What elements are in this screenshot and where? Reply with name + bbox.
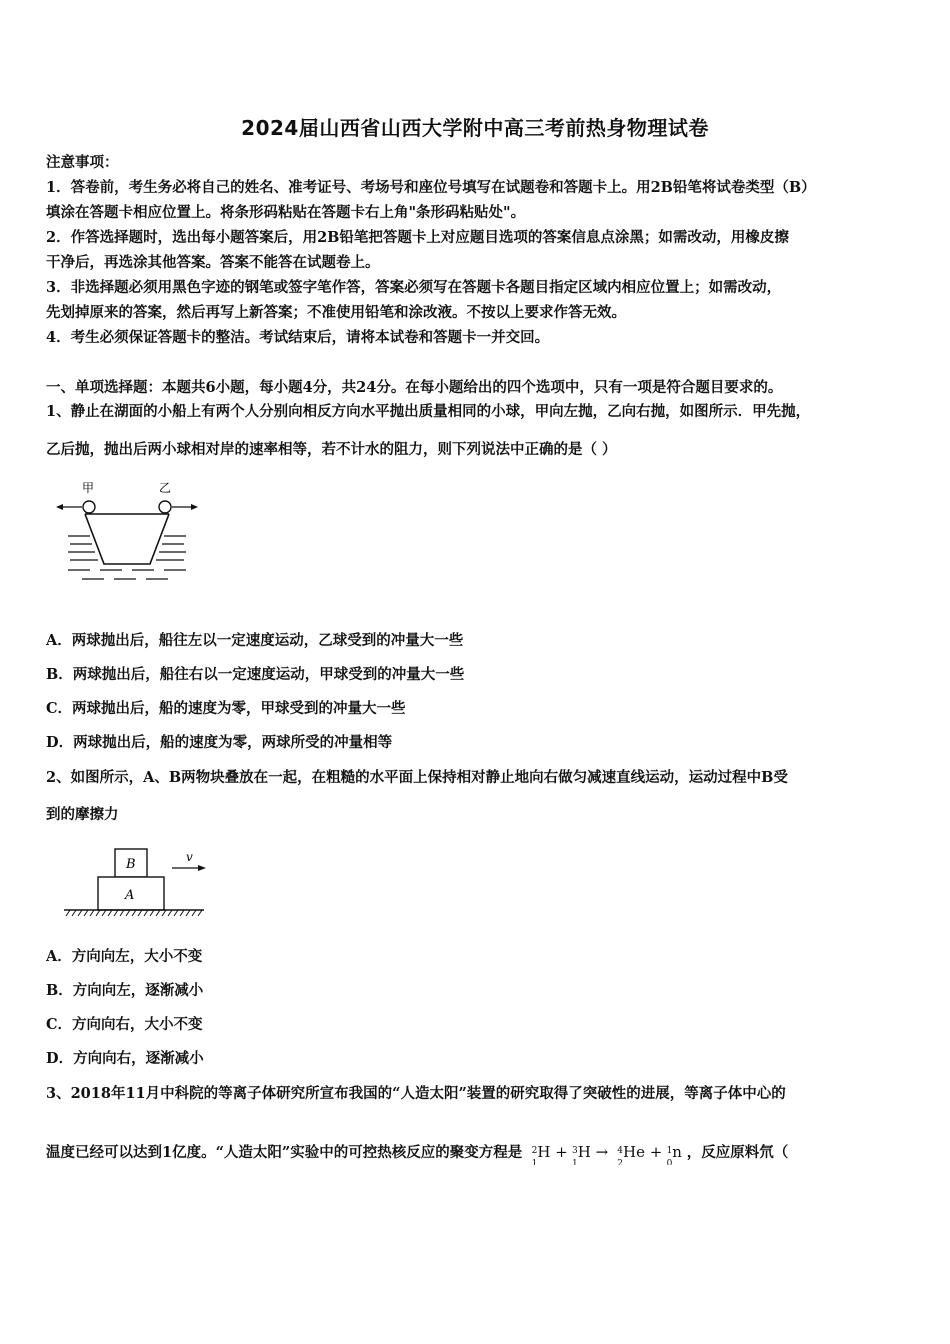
boat-figure: [52, 478, 202, 588]
q2-option-d: D．方向向右，逐渐减小: [46, 1050, 204, 1067]
boat-hull: [85, 514, 169, 564]
nuclide-prescripts: 4 2: [617, 1146, 623, 1165]
notice-line: 1．答卷前，考生务必将自己的姓名、准考证号、考场号和座位号填写在试题卷和答题卡上。用2B铅笔将试卷类型（B）: [46, 179, 816, 196]
notice-line: 干净后，再选涂其他答案。答案不能答在试题卷上。: [46, 254, 380, 271]
label-yi: 乙: [159, 481, 172, 495]
q2-option-a: A．方向向左，大小不变: [46, 948, 203, 965]
label-a: A: [125, 888, 135, 903]
q2-option-c: C．方向向右，大小不变: [46, 1016, 203, 1033]
notice-line: 3．非选择题必须用黑色字迹的钢笔或签字笔作答，答案必须写在答题卡各题目指定区域内相应位置上；如需改动，: [46, 279, 782, 296]
q2-stem: 2、如图所示，A、B两物块叠放在一起，在粗糙的水平面上保持相对静止地向右做匀减速直线运动，运动过程中B受: [46, 769, 788, 786]
q3-stem-line2: [46, 1139, 916, 1165]
notice-line: 先划掉原来的答案，然后再写上新答案；不准使用铅笔和涂改液。不按以上要求作答无效。: [46, 304, 626, 321]
q2-option-b: B．方向向左，逐渐减小: [46, 982, 204, 999]
section-heading: 一、单项选择题：本题共6小题，每小题4分，共24分。在每小题给出的四个选项中，只有一项是符合题目要求的。: [46, 379, 783, 396]
arrow-icon: →: [590, 1143, 613, 1161]
ball-right-icon: [159, 501, 171, 513]
label-v: v: [186, 850, 193, 864]
q1-option-d: D．两球抛出后，船的速度为零，两球所受的冲量相等: [46, 734, 393, 751]
q3-stem-suffix: ，反应原料氘（: [686, 1144, 789, 1161]
notice-line: 2．作答选择题时，选出每小题答案后，用2B铅笔把答题卡上对应题目选项的答案信息点涂黑；如需改动，用橡皮擦: [46, 229, 789, 246]
q1-option-b: B．两球抛出后，船往右以一定速度运动，甲球受到的冲量大一些: [46, 666, 465, 683]
nuclide-prescripts: 1 0: [666, 1146, 673, 1165]
q2-stem: 到的摩擦力: [46, 806, 119, 823]
notice-line: 4．考生必须保证答题卡的整洁。考试结束后，请将本试卷和答题卡一并交回。: [46, 329, 550, 346]
fusion-equation: 2 1 H + 3 1 H → 4 2 He + 1 0 n: [527, 1143, 686, 1161]
nuclide-prescripts: 2 1: [531, 1146, 538, 1165]
label-b: B: [126, 857, 136, 872]
notice-line: 填涂在答题卡相应位置上。将条形码粘贴在答题卡右上角"条形码粘贴处"。: [46, 204, 526, 221]
ball-left-icon: [83, 501, 95, 513]
q1-stem: 乙后抛，抛出后两小球相对岸的速率相等，若不计水的阻力，则下列说法中正确的是（ ）: [46, 441, 617, 458]
q3-stem-prefix: 温度已经可以达到1亿度。“人造太阳”实验中的可控热核反应的聚变方程是: [46, 1144, 523, 1161]
q3-stem: 3、2018年11月中科院的等离子体研究所宣布我国的“人造太阳”装置的研究取得了突破性的进展，等离子体中心的: [46, 1085, 786, 1102]
page-title: 2024届山西省山西大学附中高三考前热身物理试卷: [241, 116, 709, 140]
q1-option-c: C．两球抛出后，船的速度为零，甲球受到的冲量大一些: [46, 700, 406, 717]
notice-heading: 注意事项：: [46, 154, 119, 171]
q1-option-a: A．两球抛出后，船往左以一定速度运动，乙球受到的冲量大一些: [46, 632, 464, 649]
label-jia: 甲: [82, 481, 95, 495]
blocks-figure: [62, 846, 212, 922]
nuclide-prescripts: 3 1: [572, 1146, 578, 1165]
q1-stem: 1、静止在湖面的小船上有两个人分别向相反方向水平抛出质量相同的小球，甲向左抛，乙向右抛，如图所示．甲先抛，: [46, 403, 811, 420]
